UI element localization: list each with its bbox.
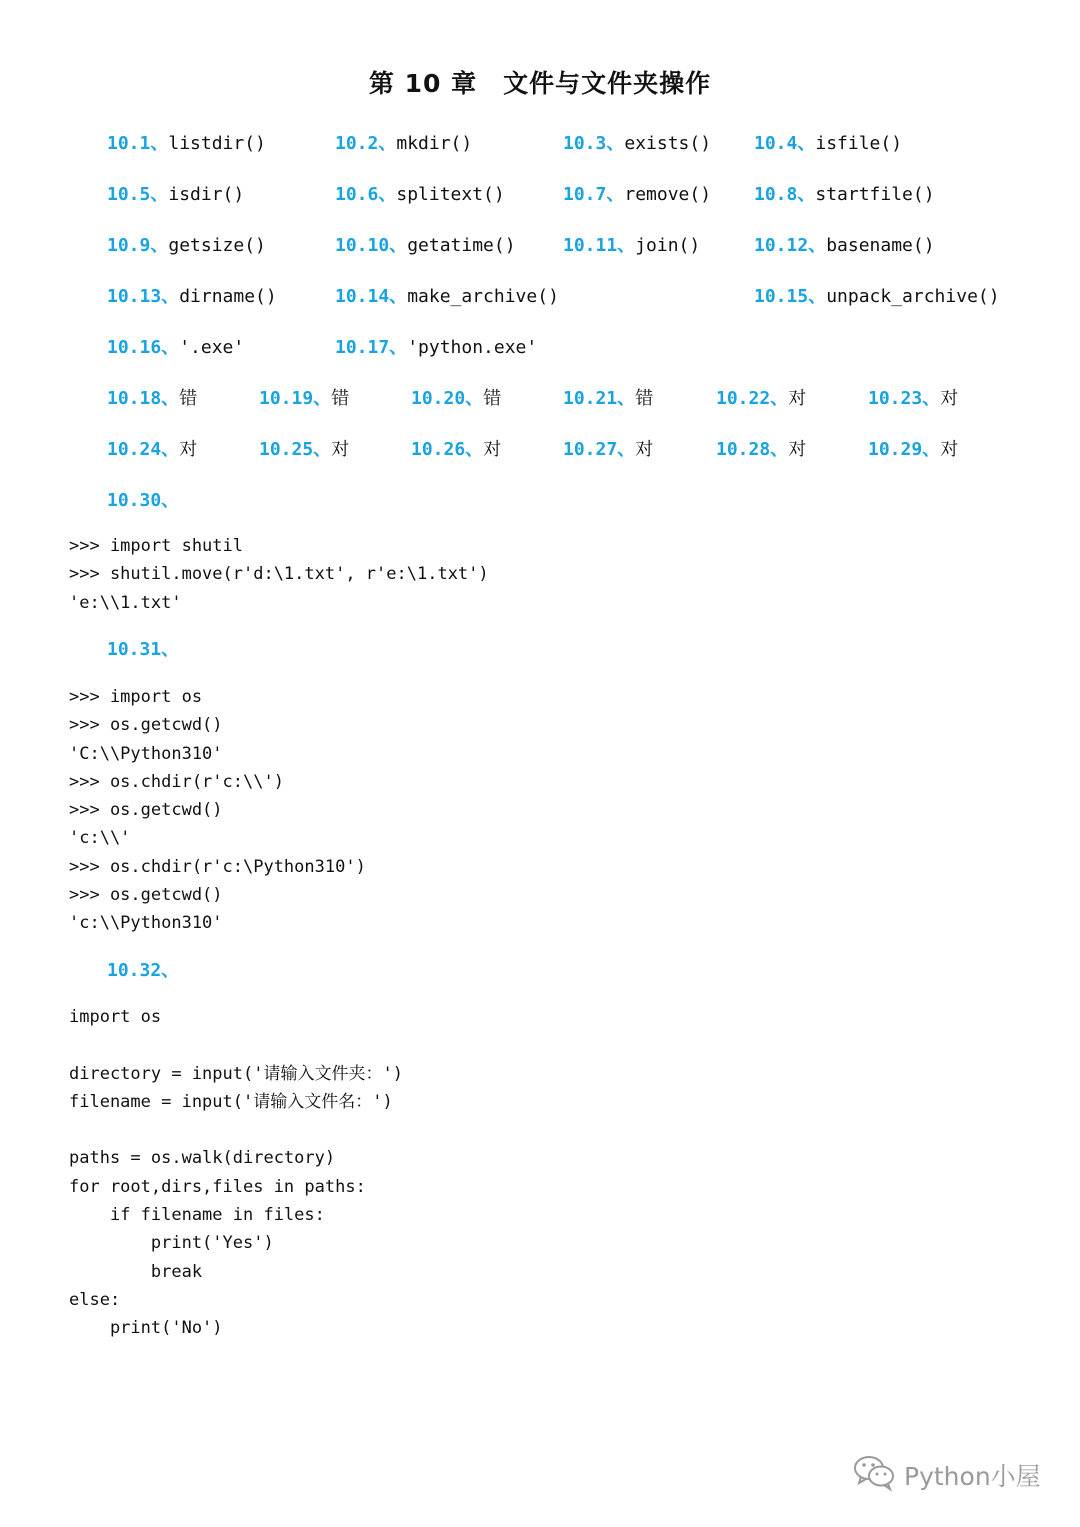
code-line: break <box>69 1261 203 1282</box>
answer-number: 10.22、 <box>716 388 789 409</box>
answer-item <box>107 132 266 156</box>
answer-text: getsize() <box>168 235 266 256</box>
code-line: filename = input('请输入文件名：') <box>69 1091 393 1112</box>
code-line: print('No') <box>69 1318 223 1339</box>
answer-text: listdir() <box>168 133 266 154</box>
answer-text: join() <box>635 235 701 256</box>
wechat-icon <box>852 1452 898 1498</box>
answer-number: 10.24、 <box>107 439 180 460</box>
answer-item <box>868 438 958 462</box>
answer-text: 错 <box>331 388 350 409</box>
answer-text: 错 <box>179 388 198 409</box>
code-block-10-30 <box>69 532 489 617</box>
answer-number: 10.20、 <box>411 388 484 409</box>
chapter-name: 文件与文件夹操作 <box>503 69 712 98</box>
code-line: paths = os.walk(directory) <box>69 1148 336 1169</box>
answer-number: 10.19、 <box>259 388 332 409</box>
answer-text: 对 <box>940 388 959 409</box>
code-line: directory = input('请输入文件夹：') <box>69 1063 403 1084</box>
code-line: >>> import os <box>69 687 203 707</box>
answer-item <box>107 438 197 462</box>
code-line <box>69 1031 403 1059</box>
chapter-number: 第 10 章 <box>368 69 478 98</box>
answer-number: 10.23、 <box>868 388 941 409</box>
answer-number: 10.15、 <box>754 286 827 307</box>
code-line: >>> os.getcwd() <box>69 800 223 821</box>
answer-item <box>107 285 277 309</box>
answer-item <box>563 438 653 462</box>
answer-number: 10.28、 <box>716 439 789 460</box>
answer-number: 10.29、 <box>868 439 941 460</box>
answer-item <box>335 183 505 207</box>
answer-text: mkdir() <box>396 133 473 154</box>
answer-item <box>754 285 1000 309</box>
answer-number: 10.1、 <box>107 133 169 154</box>
question-10-31-label: 10.31、 <box>107 639 180 660</box>
answer-item <box>335 336 537 360</box>
answer-item <box>563 387 653 411</box>
answer-text: 错 <box>635 388 654 409</box>
answer-item <box>107 336 244 360</box>
answer-number: 10.5、 <box>107 184 169 205</box>
answer-text: 对 <box>788 439 807 460</box>
answer-number: 10.14、 <box>335 286 408 307</box>
answer-text: isdir() <box>168 184 245 205</box>
answer-item <box>868 387 958 411</box>
answer-item <box>754 132 902 156</box>
code-line: >>> os.chdir(r'c:\\') <box>69 771 284 792</box>
answer-text: 对 <box>788 388 807 409</box>
answer-text: '.exe' <box>179 337 245 358</box>
answer-item <box>563 132 711 156</box>
answer-text: splitext() <box>396 184 505 205</box>
code-line: 'C:\\Python310' <box>69 743 223 764</box>
answer-text: 对 <box>331 439 350 460</box>
code-line: if filename in files: <box>69 1205 325 1226</box>
answer-number: 10.7、 <box>563 184 625 205</box>
answer-number: 10.13、 <box>107 286 180 307</box>
answer-item <box>259 387 349 411</box>
code-block-10-31 <box>69 683 366 938</box>
watermark <box>852 1455 1041 1495</box>
code-line: >>> os.getcwd() <box>69 715 223 736</box>
answer-text: 对 <box>940 439 959 460</box>
answer-text: startfile() <box>815 184 935 205</box>
answer-item <box>107 234 266 258</box>
question-10-30-label: 10.30、 <box>107 490 180 511</box>
answer-item <box>563 234 700 258</box>
code-line: 'c:\\Python310' <box>69 913 223 934</box>
answer-number: 10.21、 <box>563 388 636 409</box>
answer-text: 对 <box>483 439 502 460</box>
answer-item <box>107 387 197 411</box>
answer-item <box>716 387 806 411</box>
answer-text: getatime() <box>407 235 516 256</box>
code-line: print('Yes') <box>69 1233 274 1254</box>
answer-number: 10.9、 <box>107 235 169 256</box>
answer-item <box>716 438 806 462</box>
answer-text: unpack_archive() <box>826 286 1000 307</box>
answer-text: 错 <box>483 388 502 409</box>
answer-number: 10.11、 <box>563 235 636 256</box>
answer-number: 10.17、 <box>335 337 408 358</box>
answer-item <box>107 183 244 207</box>
answer-number: 10.6、 <box>335 184 397 205</box>
answer-text: basename() <box>826 235 935 256</box>
answer-number: 10.2、 <box>335 133 397 154</box>
code-line: 'c:\\' <box>69 828 131 849</box>
answer-item <box>754 183 935 207</box>
answer-text: remove() <box>624 184 712 205</box>
code-line: >>> import shutil <box>69 536 243 556</box>
answer-item <box>754 234 935 258</box>
answer-text: 对 <box>635 439 654 460</box>
answer-text: isfile() <box>815 133 903 154</box>
answer-item <box>563 183 711 207</box>
answer-item <box>335 234 516 258</box>
code-line: >>> shutil.move(r'd:\1.txt', r'e:\1.txt') <box>69 564 489 585</box>
answer-text: exists() <box>624 133 712 154</box>
code-line: >>> os.getcwd() <box>69 885 223 906</box>
code-line: for root,dirs,files in paths: <box>69 1176 366 1197</box>
code-line <box>69 1116 403 1144</box>
watermark-text: Python小屋 <box>904 1462 1041 1491</box>
answer-number: 10.25、 <box>259 439 332 460</box>
answer-number: 10.3、 <box>563 133 625 154</box>
answer-number: 10.12、 <box>754 235 827 256</box>
code-line: 'e:\\1.txt' <box>69 592 182 613</box>
code-block-10-32 <box>69 1003 403 1343</box>
answer-number: 10.10、 <box>335 235 408 256</box>
answer-item <box>259 438 349 462</box>
answer-item <box>335 285 559 309</box>
code-line: import os <box>69 1007 162 1027</box>
answer-number: 10.27、 <box>563 439 636 460</box>
answer-number: 10.26、 <box>411 439 484 460</box>
answer-number: 10.18、 <box>107 388 180 409</box>
answer-number: 10.16、 <box>107 337 180 358</box>
question-10-32-label: 10.32、 <box>107 960 180 981</box>
answer-number: 10.4、 <box>754 133 816 154</box>
answer-text: 对 <box>179 439 198 460</box>
answer-text: make_archive() <box>407 286 559 307</box>
code-line: >>> os.chdir(r'c:\Python310') <box>69 856 366 877</box>
answer-text: dirname() <box>179 286 277 307</box>
answer-text: 'python.exe' <box>407 337 538 358</box>
answer-item <box>335 132 472 156</box>
answer-item <box>411 438 501 462</box>
answer-number: 10.8、 <box>754 184 816 205</box>
code-line: else: <box>69 1289 121 1310</box>
page-title <box>0 64 1080 100</box>
answer-item <box>411 387 501 411</box>
